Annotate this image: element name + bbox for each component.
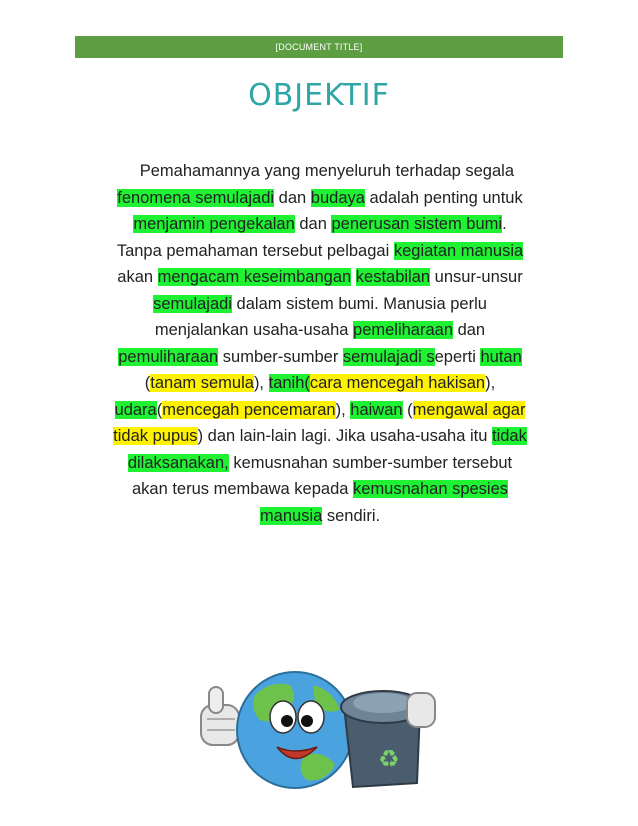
text-run: dan <box>294 215 332 233</box>
highlight: fenomena semulajadi <box>117 188 275 207</box>
highlight: kemusnahan spesies <box>353 480 509 498</box>
text-run: ) dan lain-lain lagi. Jika usaha-usaha itu <box>197 427 492 445</box>
highlight: dilaksanakan, <box>127 453 229 472</box>
text-line <box>64 185 576 212</box>
highlight: udara <box>114 400 157 419</box>
text-run: . <box>502 215 507 233</box>
text-run: ), <box>485 374 496 392</box>
text-run: dalam sistem bumi. Manusia perlu <box>231 294 487 313</box>
highlight-yellow: tidak pupus <box>113 427 198 445</box>
text-line <box>64 370 576 397</box>
text-line <box>64 397 576 424</box>
highlight: tidak <box>491 427 527 445</box>
text-run: ), <box>335 400 351 419</box>
page-title: OBJEKTIF <box>248 78 390 113</box>
highlight: hutan <box>480 347 522 366</box>
highlight: tanih <box>268 374 305 392</box>
highlight: menjamin pengekalan <box>133 215 295 233</box>
highlight: kegiatan manusia <box>393 241 524 260</box>
text-run: sumber-sumber <box>218 347 343 366</box>
text-line <box>64 211 576 238</box>
highlight: kestabilan <box>355 268 431 286</box>
earth-globe-icon <box>237 672 353 788</box>
text-line <box>64 317 576 344</box>
text-run: ( <box>402 400 413 419</box>
highlight: haiwan <box>350 400 403 419</box>
thumbs-up-hand-icon <box>201 687 239 745</box>
highlight-yellow: mengawal agar <box>412 400 526 419</box>
text-run: eperti <box>434 347 481 366</box>
svg-text:♻: ♻ <box>378 745 400 773</box>
text-line <box>64 264 576 291</box>
hand-icon <box>407 693 435 727</box>
text-run: Pemahamannya yang menyeluruh terhadap segala <box>139 162 514 180</box>
text-run: dan <box>453 321 486 339</box>
text-line <box>64 158 576 185</box>
highlight: manusia <box>259 506 323 525</box>
text-run: akan terus membawa kepada <box>131 480 354 498</box>
text-run: kemusnahan sumber-sumber tersebut <box>228 453 513 472</box>
text-line <box>64 476 576 503</box>
document-header-bar <box>75 36 563 58</box>
text-run: ), <box>253 374 269 392</box>
highlight-yellow: cara mencegah hakisan <box>309 374 486 392</box>
highlight: budaya <box>310 188 365 207</box>
highlight: pemuliharaan <box>118 347 219 366</box>
text-run: akan <box>117 268 158 286</box>
document-title: [DOCUMENT TITLE] <box>275 42 363 52</box>
text-line <box>64 291 576 318</box>
earth-recycle-bin-icon <box>195 655 445 795</box>
text-line <box>64 423 576 450</box>
text-line <box>64 238 576 265</box>
objective-paragraph <box>64 158 576 529</box>
highlight: semulajadi s <box>342 347 435 366</box>
highlight: mengacam keseimbangan <box>157 268 352 286</box>
highlight-yellow: tanam semula <box>150 374 254 392</box>
text-run: sendiri. <box>322 506 381 525</box>
highlight: penerusan sistem bumi <box>331 215 503 233</box>
text-line <box>64 503 576 530</box>
highlight: pemeliharaan <box>353 321 453 339</box>
text-line <box>64 344 576 371</box>
text-run: Tanpa pemahaman tersebut pelbagai <box>116 241 394 260</box>
text-line <box>64 450 576 477</box>
text-run: ( <box>156 400 163 419</box>
highlight-yellow: mencegah pencemaran <box>162 400 336 419</box>
highlight: semulajadi <box>153 294 232 313</box>
text-run: adalah penting untuk <box>364 188 523 207</box>
text-run: dan <box>274 188 311 207</box>
text-run: unsur-unsur <box>430 268 523 286</box>
text-run: menjalankan usaha-usaha <box>154 321 354 339</box>
text-run: ( <box>144 374 151 392</box>
highlight: ( <box>304 374 310 392</box>
